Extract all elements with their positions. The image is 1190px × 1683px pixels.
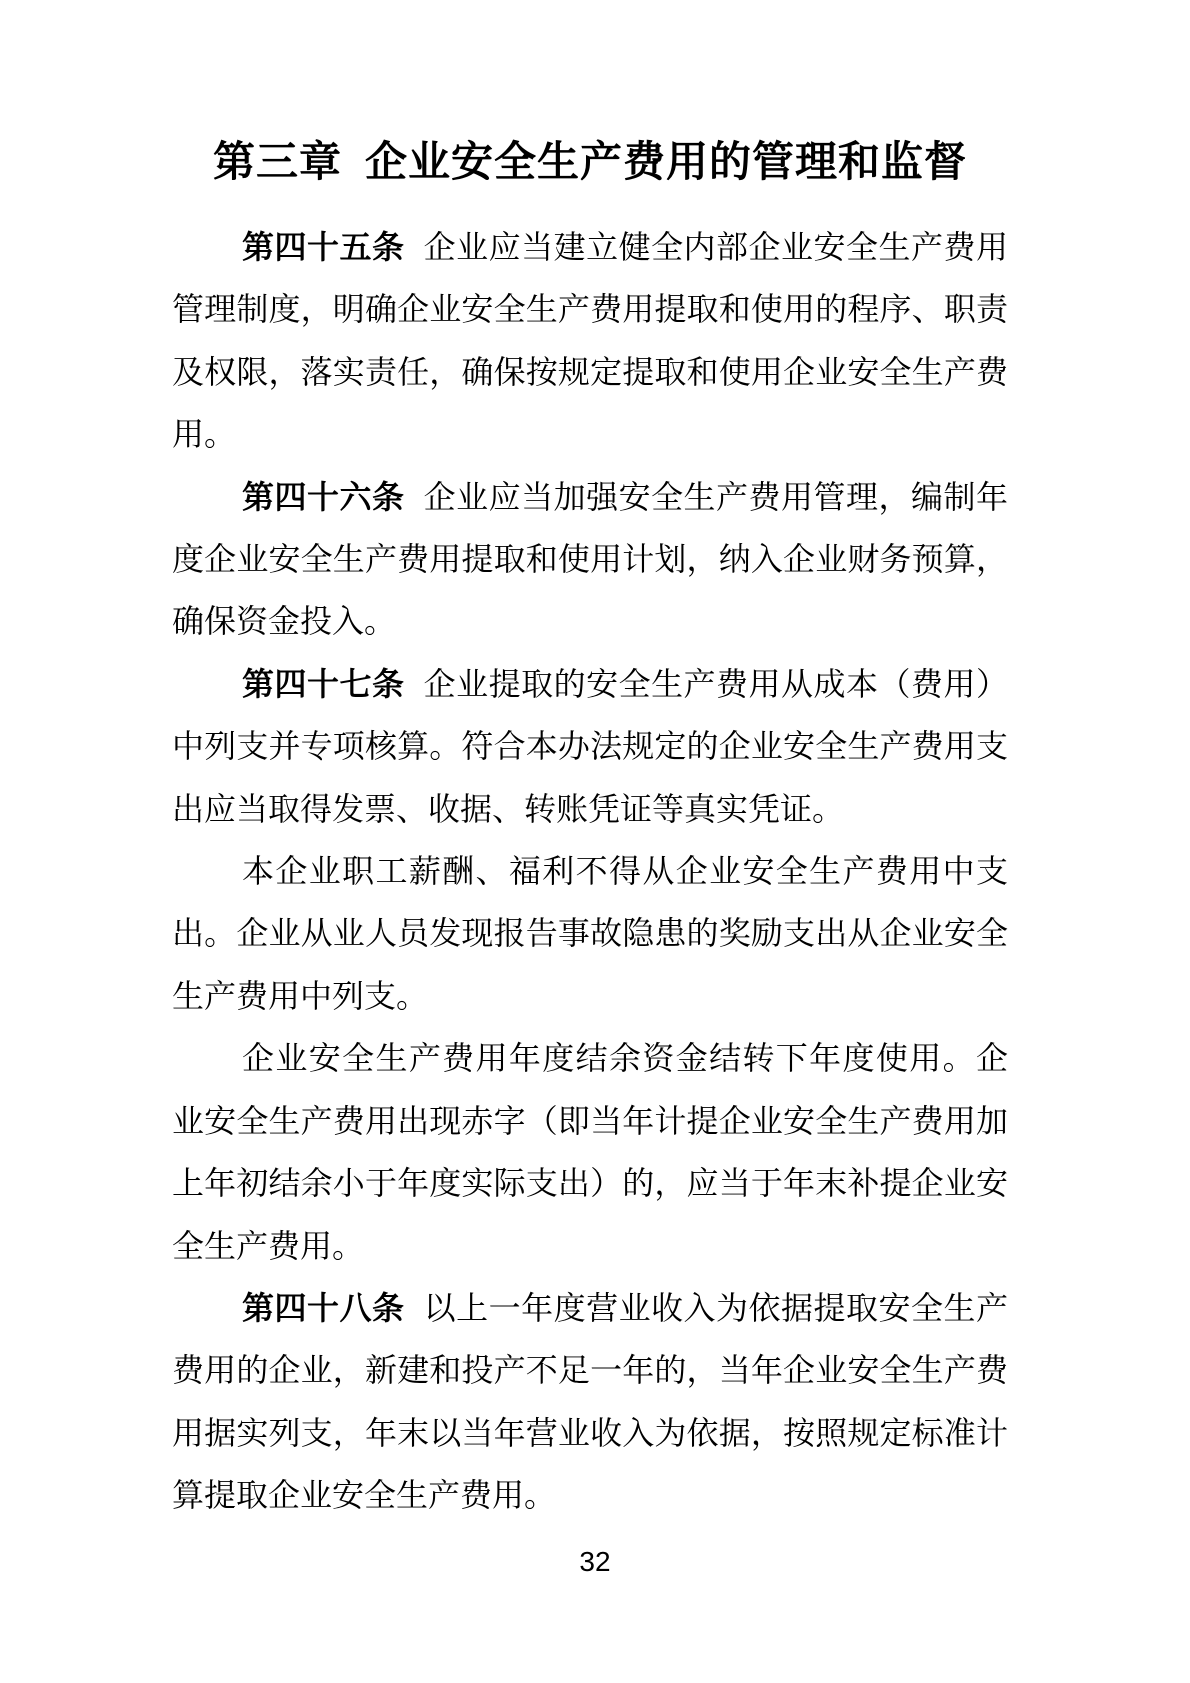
- chapter-number: 第三章: [212, 138, 342, 185]
- article-number: 第四十六条: [242, 478, 405, 515]
- article-number: 第四十八条: [242, 1289, 405, 1326]
- article-46-paragraph: [172, 466, 1008, 653]
- article-text: 以上一年度营业收入为依据提取安全生产费用的企业，新建和投产不足一年的，当年企业安全生产费用据实列支，年末以当年营业收入为依据，按照规定标准计算提取企业安全生产费用。: [172, 1289, 1008, 1514]
- chapter-title-text: 企业安全生产费用的管理和监督: [365, 138, 968, 185]
- article-47-paragraph: [172, 653, 1008, 840]
- chapter-heading: [172, 132, 1008, 192]
- article-text: 企业应当建立健全内部企业安全生产费用管理制度，明确企业安全生产费用提取和使用的程序、职责及权限，落实责任，确保按规定提取和使用企业安全生产费用。: [172, 229, 1008, 453]
- article-number: 第四十七条: [242, 665, 405, 702]
- article-text: 企业应当加强安全生产费用管理，编制年度企业安全生产费用提取和使用计划，纳入企业财务预算，确保资金投入。: [172, 478, 1008, 640]
- article-text: 企业提取的安全生产费用从成本（费用）中列支并专项核算。符合本办法规定的企业安全生产费用支出应当取得发票、收据、转账凭证等真实凭证。: [172, 665, 1008, 827]
- article-text: 本企业职工薪酬、福利不得从企业安全生产费用中支出。企业从业人员发现报告事故隐患的奖励支出从企业安全生产费用中列支。: [172, 853, 1008, 1014]
- article-48-paragraph: [172, 1277, 1008, 1527]
- page-number: 32: [579, 1546, 611, 1577]
- article-47-paragraph-2: [172, 840, 1008, 1027]
- article-45-paragraph: [172, 216, 1008, 466]
- article-text: 企业安全生产费用年度结余资金结转下年度使用。企业安全生产费用出现赤字（即当年计提企业安全生产费用加上年初结余小于年度实际支出）的，应当于年末补提企业安全生产费用。: [172, 1040, 1008, 1264]
- article-47-paragraph-3: [172, 1027, 1008, 1277]
- article-number: 第四十五条: [242, 229, 405, 265]
- page-content: [172, 132, 1008, 1527]
